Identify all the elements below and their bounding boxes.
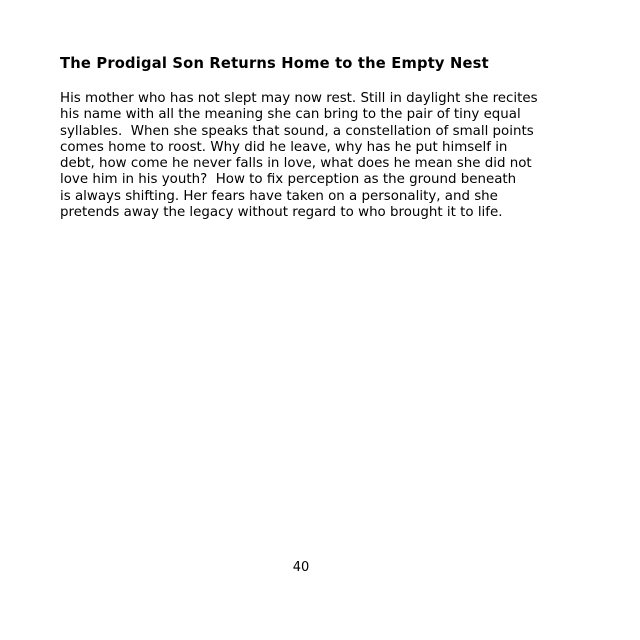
page-number: 40 bbox=[292, 560, 310, 575]
body-line: comes home to roost. Why did he leave, why has he put himself in bbox=[60, 139, 508, 155]
body-line: pretends away the legacy without regard to who brought it to life. bbox=[60, 205, 503, 221]
page-content bbox=[60, 55, 550, 221]
body-line: His mother who has not slept may now rest. Still in daylight she recites bbox=[60, 91, 538, 106]
body-line: is always shifting. Her fears have taken on a personality, and she bbox=[60, 188, 498, 204]
body-line: debt, how come he never falls in love, what does he mean she did not bbox=[60, 156, 532, 172]
body-line: his name with all the meaning she can bring to the pair of tiny equal bbox=[60, 107, 521, 123]
body-paragraph bbox=[60, 91, 550, 221]
page-title: The Prodigal Son Returns Home to the Empty Nest bbox=[60, 55, 489, 72]
body-line: syllables. When she speaks that sound, a constellation of small points bbox=[60, 123, 534, 139]
body-line: love him in his youth? How to fix perception as the ground beneath bbox=[60, 172, 517, 188]
